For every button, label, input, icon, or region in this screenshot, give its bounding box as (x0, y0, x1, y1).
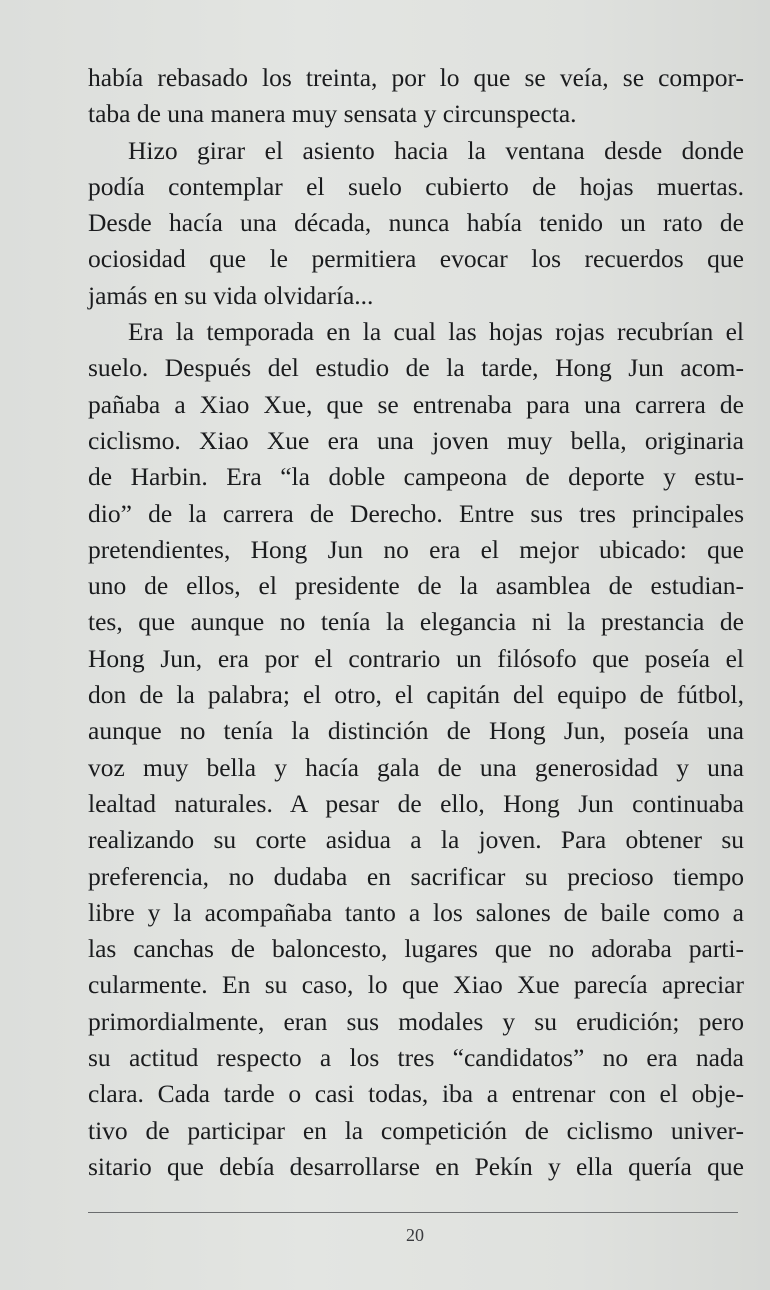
text-line: aunque no tenía la distinción de Hong Jun, poseía una (88, 716, 744, 746)
text-line: realizando su corte asidua a la joven. Para obtener su (88, 825, 744, 855)
text-line: sitario que debía desarrollarse en Pekín y ella quería que (88, 1151, 744, 1181)
text-line: pañaba a Xiao Xue, que se entrenaba para una carrera de (88, 389, 744, 419)
text-line: voz muy bella y hacía gala de una generosidad y una (88, 752, 744, 782)
text-line: don de la palabra; el otro, el capitán del equipo de fútbol, (88, 680, 744, 710)
body-text (88, 60, 744, 1185)
text-line: primordialmente, eran sus modales y su erudición; pero (88, 1006, 744, 1036)
text-line: cularmente. En su caso, lo que Xiao Xue parecía apreciar (88, 970, 744, 1000)
text-line: Desde hacía una década, nunca había tenido un rato de (88, 208, 744, 238)
text-line: dio” de la carrera de Derecho. Entre sus tres principales (88, 498, 744, 528)
text-line: tes, que aunque no tenía la elegancia ni la prestancia de (88, 607, 744, 637)
text-line: ociosidad que le permitiera evocar los recuerdos que (88, 244, 744, 274)
text-line: de Harbin. Era “la doble campeona de deporte y estu- (88, 462, 744, 492)
text-line: Hizo girar el asiento hacia la ventana desde donde (128, 135, 744, 165)
footer-rule (88, 1212, 738, 1213)
text-line: su actitud respecto a los tres “candidatos” no era nada (88, 1043, 744, 1073)
text-line: tivo de participar en la competición de ciclismo univer- (88, 1115, 744, 1145)
text-line: jamás en su vida olvidaría... (88, 280, 374, 310)
text-line: había rebasado los treinta, por lo que se veía, se compor- (88, 63, 744, 92)
text-line: uno de ellos, el presidente de la asamblea de estudian- (88, 571, 744, 601)
text-line: las canchas de baloncesto, lugares que no adoraba parti- (88, 934, 744, 964)
text-line: preferencia, no dudaba en sacrificar su precioso tiempo (88, 861, 744, 891)
text-line: clara. Cada tarde o casi todas, iba a entrenar con el obje- (88, 1079, 744, 1109)
text-line: suelo. Después del estudio de la tarde, Hong Jun acom- (88, 353, 744, 383)
text-line: Era la temporada en la cual las hojas rojas recubrían el (128, 317, 744, 347)
text-line: Hong Jun, era por el contrario un filósofo que poseía el (88, 643, 744, 673)
text-line: lealtad naturales. A pesar de ello, Hong Jun continuaba (88, 788, 744, 818)
text-line: taba de una manera muy sensata y circunspecta. (88, 99, 577, 129)
text-line: ciclismo. Xiao Xue era una joven muy bella, originaria (88, 425, 744, 455)
text-line: podía contemplar el suelo cubierto de hojas muertas. (88, 171, 744, 201)
text-line: pretendientes, Hong Jun no era el mejor ubicado: que (88, 534, 744, 564)
page-number: 20 (406, 1225, 424, 1245)
text-line: libre y la acompañaba tanto a los salones de baile como a (88, 897, 744, 927)
